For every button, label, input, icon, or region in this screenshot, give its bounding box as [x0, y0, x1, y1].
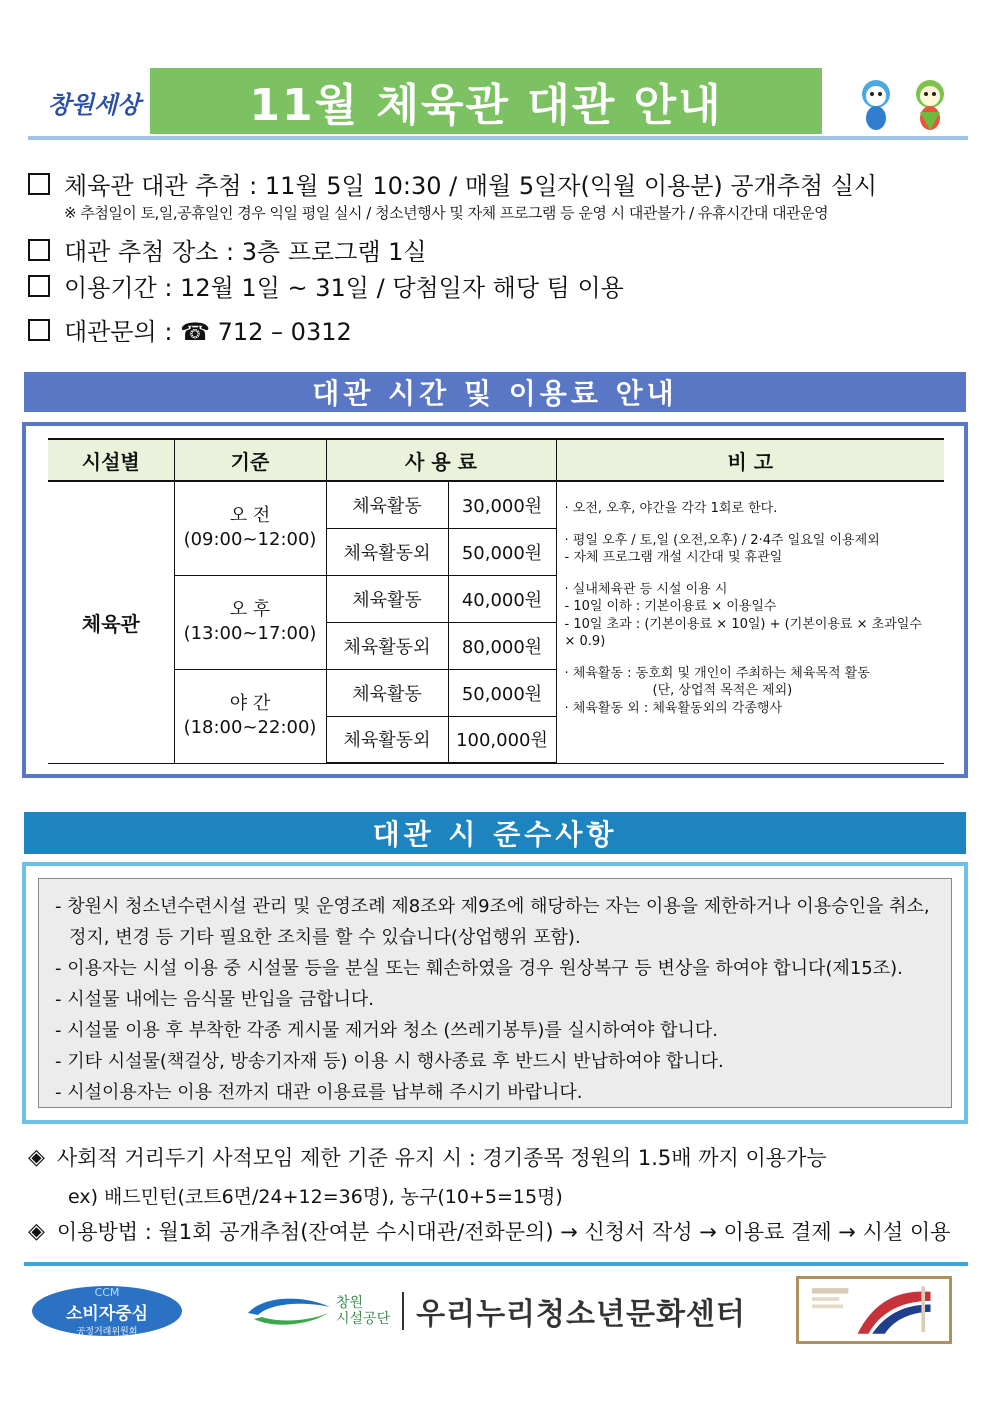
period-time: (18:00~22:00) [183, 717, 317, 738]
page-title: 11월 체육관 대관 안내 [249, 80, 723, 131]
rules-list [38, 878, 952, 1108]
usage-type: 체육활동외 [326, 622, 448, 669]
period-cell [174, 575, 326, 669]
note-text: · 평일 오후 / 토,일 (오전,오후) / 2·4주 일요일 이용제외 [564, 532, 880, 548]
example-line: ex) 배드민턴(코트6면/24+12=36명), 농구(10+5=15명) [68, 1186, 563, 1208]
usage-type: 체육활동 [326, 575, 448, 622]
ccm-logo [32, 1286, 182, 1336]
logo-text: 창원세상 [47, 89, 141, 119]
period-name: 오 전 [229, 504, 271, 526]
footer-divider [24, 1262, 968, 1266]
changwon-logo [38, 78, 150, 126]
rule-item: - 시설물 내에는 음식물 반입을 금합니다. [55, 989, 375, 1010]
fee-section-title [24, 372, 966, 412]
usage-type: 체육활동 [326, 669, 448, 716]
fee-value: 50,000원 [448, 669, 556, 716]
usage-method-line [28, 1216, 950, 1246]
ccm-top-text: CCM [94, 1285, 120, 1299]
header [28, 66, 968, 140]
org-line: 창원 [336, 1294, 364, 1311]
fee-table [48, 438, 944, 764]
center-name: 우리누리청소년문화센터 [416, 1297, 746, 1332]
note-text: · 체육활동 : 동호회 및 개인이 주최하는 체육목적 활동 [564, 665, 870, 681]
org-name [336, 1295, 390, 1327]
checkbox-icon [28, 275, 50, 297]
rules-section-title [24, 812, 966, 854]
fee-value: 30,000원 [448, 481, 556, 528]
period-name: 야 간 [229, 692, 271, 714]
header-divider [28, 136, 968, 140]
fee-value: 100,000원 [448, 716, 556, 763]
service-award-icon [796, 1276, 952, 1344]
fee-value: 80,000원 [448, 622, 556, 669]
note-text: - 자체 프로그램 개설 시간대 및 휴관일 [564, 550, 783, 566]
notes-cell [556, 481, 944, 763]
fee-table-frame [22, 422, 968, 778]
header-cell: 비 고 [556, 439, 944, 481]
fee-value: 50,000원 [448, 528, 556, 575]
period-name: 오 후 [229, 598, 271, 620]
usage-type: 체육활동외 [326, 528, 448, 575]
note-text: - 10일 초과 : (기본이용료 × 10일) + (기본이용료 × 초과일수 × 0.9) [564, 616, 922, 650]
section-title-text: 대관 시 준수사항 [372, 818, 618, 851]
info-text: 이용기간 : 12월 1일 ~ 31일 / 당첨일자 해당 팀 이용 [64, 274, 624, 302]
ccm-main-text: 소비자중심 [65, 1303, 149, 1324]
rule-item: - 시설이용자는 이용 전까지 대관 이용료를 납부해 주시기 바랍니다. [55, 1082, 583, 1103]
info-line-place [28, 232, 968, 267]
period-cell [174, 669, 326, 763]
diamond-bullet-icon: ◈ [28, 1144, 45, 1170]
table-header-row [48, 439, 944, 481]
swoosh-logo-icon [244, 1293, 334, 1329]
note-text: · 체육활동 외 : 체육활동외의 각종행사 [564, 700, 783, 716]
fee-value: 40,000원 [448, 575, 556, 622]
usage-type: 체육활동 [326, 481, 448, 528]
info-text: 체육관 대관 추첨 : 11월 5일 10:30 / 매월 5일자(익월 이용분) 공개추첨 실시 [64, 172, 878, 200]
header-cell: 시설별 [48, 439, 174, 481]
period-cell [174, 481, 326, 575]
mascot-icon [844, 72, 964, 132]
checkbox-icon [28, 239, 50, 261]
rule-item: - 창원시 청소년수련시설 관리 및 운영조례 제8조와 제9조에 해당하는 자는 이용을 제한하거나 이용승인을 취소, 정지, 변경 등 기타 필요한 조치를 할 수 있습니다(상업행위 포함). [55, 896, 930, 948]
table-row [48, 481, 944, 528]
facility-cell: 체육관 [48, 481, 174, 763]
info-note: ※ 추첨일이 토,일,공휴일인 경우 익일 평일 실시 / 청소년행사 및 자체 프로그램 등 운영 시 대관불가 / 유휴시간대 대관운영 [64, 204, 829, 222]
section-title-text: 대관 시간 및 이용료 안내 [312, 377, 678, 410]
rule-item: - 시설물 이용 후 부착한 각종 게시물 제거와 청소 (쓰레기봉투)를 실시하여야 합니다. [55, 1020, 719, 1041]
usage-type: 체육활동외 [326, 716, 448, 763]
checkbox-icon [28, 319, 50, 341]
bottom-text: 이용방법 : 월1회 공개추첨(잔여분 수시대관/전화문의) → 신청서 작성 → 이용료 결제 → 시설 이용 [56, 1220, 951, 1244]
period-time: (13:00~17:00) [183, 623, 317, 644]
title-banner [150, 68, 822, 134]
org-line: 시설공단 [336, 1311, 391, 1327]
logo-divider [402, 1292, 404, 1330]
note-text: - 10일 이하 : 기본이용료 × 이용일수 [564, 599, 777, 615]
note-text: · 실내체육관 등 시설 이용 시 [564, 581, 728, 597]
rule-item: - 기타 시설물(책걸상, 방송기자재 등) 이용 시 행사종료 후 반드시 반납하여야 합니다. [55, 1051, 724, 1072]
diamond-bullet-icon: ◈ [28, 1218, 45, 1244]
info-line-lottery [28, 166, 968, 201]
header-cell: 기준 [174, 439, 326, 481]
info-text: 대관문의 : ☎ 712 – 0312 [64, 318, 352, 346]
note-text: (단, 상업적 목적은 제외) [652, 683, 793, 699]
period-time: (09:00~12:00) [183, 529, 317, 551]
center-logo [244, 1286, 746, 1336]
distancing-line [28, 1142, 827, 1172]
header-cell: 사 용 료 [326, 439, 556, 481]
checkbox-icon [28, 173, 50, 195]
info-text: 대관 추첨 장소 : 3층 프로그램 1실 [64, 238, 427, 266]
info-line-period [28, 268, 968, 303]
bottom-text: 사회적 거리두기 사적모임 제한 기준 유지 시 : 경기종목 정원의 1.5배 까지 이용가능 [56, 1146, 827, 1170]
note-text: · 오전, 오후, 야간을 각각 1회로 한다. [564, 501, 778, 516]
rules-frame [22, 862, 968, 1124]
ccm-sub-text: 공정거래위원회 [76, 1326, 138, 1337]
info-line-contact [28, 312, 968, 347]
rule-item: - 이용자는 시설 이용 중 시설물 등을 분실 또는 훼손하였을 경우 원상복구 등 변상을 하여야 합니다(제15조). [55, 958, 903, 979]
